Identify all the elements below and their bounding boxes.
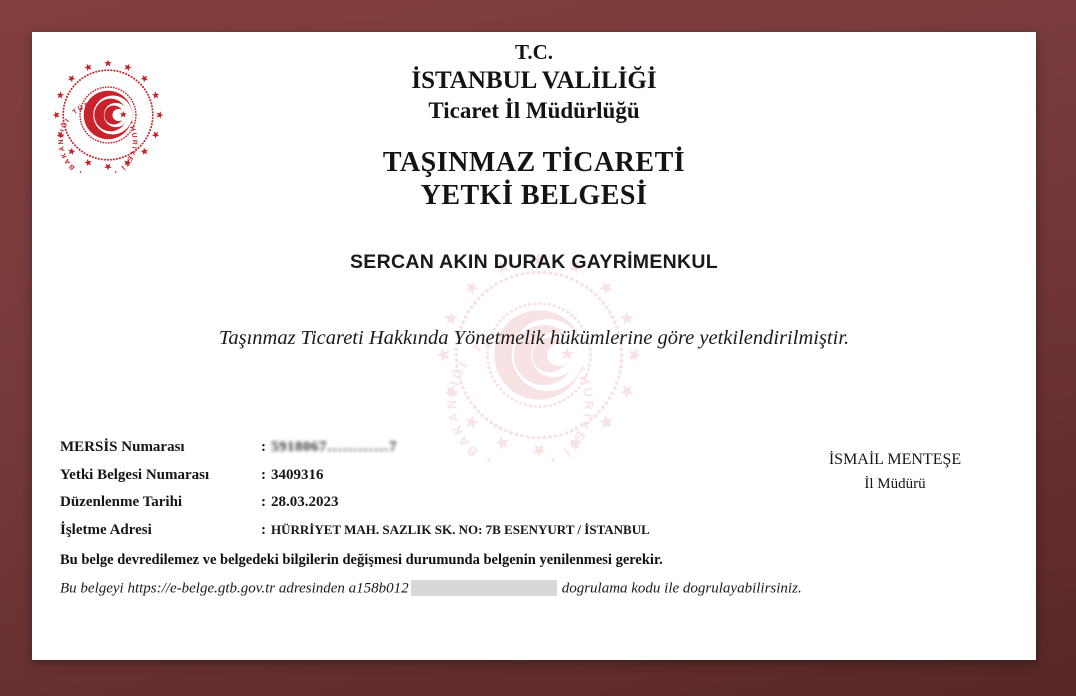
certificate-number-label: Yetki Belgesi Numarası <box>60 466 210 483</box>
redaction-box <box>411 580 557 596</box>
verification-prefix: Bu belgeyi https://e-belge.gtb.gov.tr adresinden a158b012 <box>60 580 409 597</box>
certificate-number-value: 3409316 <box>271 466 324 483</box>
verification-note <box>60 580 802 598</box>
header-governorship: İSTANBUL VALİLİĞİ <box>411 67 657 94</box>
signature-block <box>770 450 1020 493</box>
header-tc: T.C. <box>514 40 554 64</box>
issue-date-value: 28.03.2023 <box>271 494 339 510</box>
verification-suffix: dogrulama kodu ile dogrulayabilirsiniz. <box>561 580 802 597</box>
issue-date-label: Düzenlenme Tarihi <box>60 494 183 510</box>
document-header <box>32 39 1036 125</box>
title-line-1: TAŞINMAZ TİCARETİ <box>382 147 686 178</box>
ministry-seal-watermark-icon <box>432 248 646 462</box>
field-row-business-address <box>60 522 760 550</box>
company-name: SERCAN AKIN DURAK GAYRİMENKUL <box>349 251 719 273</box>
certificate-fields <box>60 439 760 549</box>
mersis-label: MERSİS Numarası <box>60 439 185 455</box>
signatory-name: İSMAİL MENTEŞE <box>828 451 962 468</box>
document-title <box>32 146 1036 212</box>
certificate-page <box>32 32 1036 660</box>
business-address-value: HÜRRİYET MAH. SAZLIK SK. NO: 7B ESENYURT / İSTANBUL <box>271 521 650 537</box>
non-transferable-note: Bu belge devredilemez ve belgedeki bilgilerin değişmesi durumunda belgenin yenilenmesi gerekir. <box>60 552 663 568</box>
field-row-mersis <box>60 439 760 467</box>
field-row-certificate-number <box>60 467 760 495</box>
field-colon: : <box>261 439 266 455</box>
title-line-2: YETKİ BELGESİ <box>420 180 648 211</box>
field-colon: : <box>261 494 266 510</box>
field-row-issue-date <box>60 494 760 522</box>
field-colon: : <box>261 466 266 483</box>
header-directorate: Ticaret İl Müdürlüğü <box>428 98 640 123</box>
mersis-value-blurred: 5918067…………7 <box>271 439 397 455</box>
authorization-statement: Taşınmaz Ticareti Hakkında Yönetmelik hükümlerine göre yetkilendirilmiştir. <box>218 327 850 349</box>
signatory-title: İl Müdürü <box>864 476 926 492</box>
business-address-label: İşletme Adresi <box>60 521 152 538</box>
field-colon: : <box>261 521 266 538</box>
